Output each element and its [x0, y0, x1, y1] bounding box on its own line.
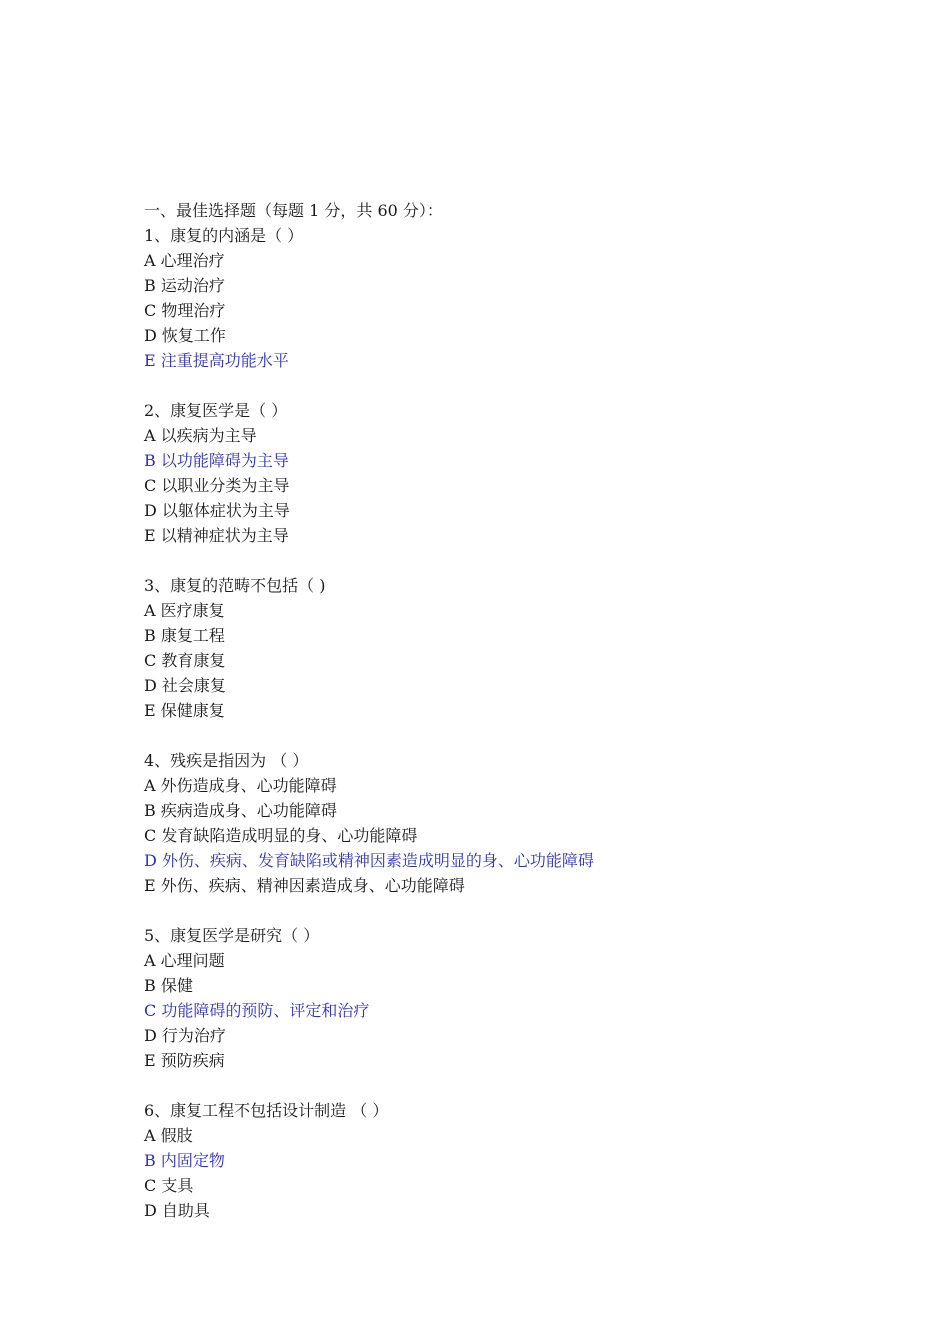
- option: C 支具: [144, 1176, 194, 1195]
- option: B 保健: [144, 976, 193, 995]
- section-title: 一、最佳选择题（每题 1 分，共 60 分）：: [144, 201, 443, 220]
- question-stem: 3、康复的范畴不包括（ ): [144, 576, 326, 595]
- option: B 疾病造成身、心功能障碍: [144, 801, 337, 820]
- option: B 康复工程: [144, 626, 225, 645]
- option: D 行为治疗: [144, 1026, 226, 1045]
- question-block: [144, 748, 844, 923]
- question-block: [144, 398, 844, 573]
- question-block: [144, 1098, 844, 1223]
- spacer: [144, 1073, 844, 1098]
- answer-option: B 以功能障碍为主导: [144, 451, 289, 470]
- spacer: [144, 723, 844, 748]
- option: A 以疾病为主导: [144, 426, 257, 445]
- spacer: [144, 548, 844, 573]
- question-stem: 2、康复医学是（ ）: [144, 401, 288, 420]
- option: A 外伤造成身、心功能障碍: [144, 776, 337, 795]
- option: B 运动治疗: [144, 276, 225, 295]
- question-block: [144, 923, 844, 1098]
- question-list: [144, 223, 844, 1223]
- option: E 外伤、疾病、精神因素造成身、心功能障碍: [144, 876, 465, 895]
- option: C 物理治疗: [144, 301, 226, 320]
- question-stem: 4、残疾是指因为 （ ）: [144, 751, 309, 770]
- option: E 预防疾病: [144, 1051, 225, 1070]
- answer-option: B 内固定物: [144, 1151, 225, 1170]
- question-stem: 6、康复工程不包括设计制造 （ ）: [144, 1101, 389, 1120]
- option: E 保健康复: [144, 701, 225, 720]
- answer-option: D 外伤、疾病、发育缺陷或精神因素造成明显的身、心功能障碍: [144, 851, 594, 870]
- option: D 自助具: [144, 1201, 210, 1220]
- option: D 以躯体症状为主导: [144, 501, 290, 520]
- answer-option: C 功能障碍的预防、评定和治疗: [144, 1001, 370, 1020]
- option: E 以精神症状为主导: [144, 526, 289, 545]
- option: A 医疗康复: [144, 601, 225, 620]
- spacer: [144, 373, 844, 398]
- option: A 假肢: [144, 1126, 193, 1145]
- question-stem: 1、康复的内涵是（ ）: [144, 226, 304, 245]
- exam-page: [144, 198, 844, 1223]
- option: C 发育缺陷造成明显的身、心功能障碍: [144, 826, 418, 845]
- question-stem: 5、康复医学是研究（ ）: [144, 926, 320, 945]
- option: A 心理问题: [144, 951, 225, 970]
- answer-option: E 注重提高功能水平: [144, 351, 289, 370]
- option: C 以职业分类为主导: [144, 476, 290, 495]
- option: A 心理治疗: [144, 251, 225, 270]
- option: C 教育康复: [144, 651, 226, 670]
- spacer: [144, 898, 844, 923]
- question-block: [144, 223, 844, 398]
- question-block: [144, 573, 844, 748]
- option: D 社会康复: [144, 676, 226, 695]
- option: D 恢复工作: [144, 326, 226, 345]
